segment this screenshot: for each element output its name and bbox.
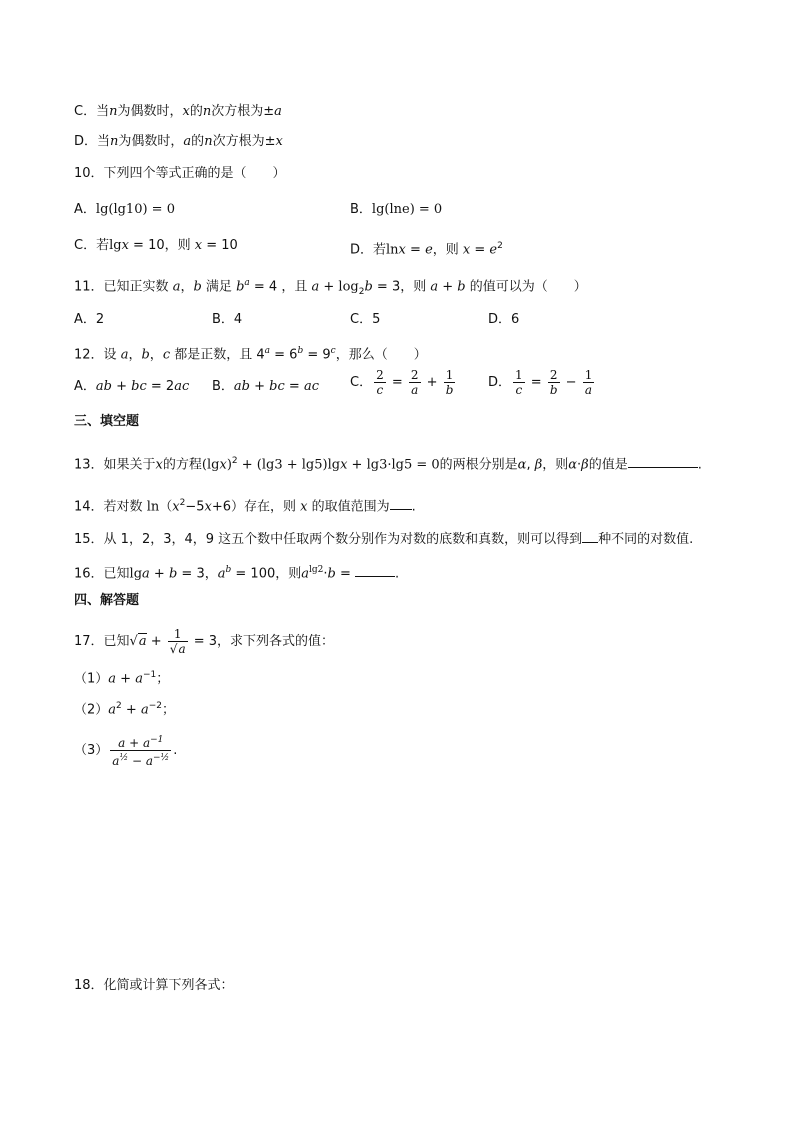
q13: 13．如果关于x的方程$(\lg x)^2 + (\lg 3 + \lg 5)\lg x + \lg 3\cdot\lg 5 = 0$的两根分别是α, β，则α·β的值是 .	[74, 456, 702, 473]
q11-option-b: B．4	[212, 312, 243, 327]
q10-option-c: C．若lgx = 10，则 x = 10	[74, 238, 238, 253]
q12-option-a: A．ab + bc = 2ac	[74, 379, 190, 394]
q9-option-d-text: D．当n为偶数时，a的n次方根为±x	[74, 134, 283, 149]
q9-option-c	[74, 103, 282, 121]
q11-stem: 11．已知正实数 a，b 满足 $b^a = 4$ ，且 $a + \log_2b = 3$，则 a + b 的值可以为（ ）	[74, 278, 587, 297]
q9-option-c-text: C．当n为偶数时，x的n次方根为±a	[74, 104, 282, 119]
q17-part2: $(2)a^2 + a^{-2}$；	[74, 701, 176, 718]
q10-stem: 10．下列四个等式正确的是（ ）	[74, 166, 286, 181]
q15: 15．从 1，2，3，4，9 这五个数中任取两个数分别作为对数的底数和真数，则可以得到 种不同的对数值.	[74, 532, 694, 547]
q10-option-a: A．lg(lg10) = 0	[74, 202, 175, 217]
q17-part1: $(1)a + a^{-1}$；	[74, 670, 170, 687]
q12-option-b: B．ab + bc = ac	[212, 379, 319, 394]
q17-part3: （3） $\frac{a + a^{-1}}{a^{\frac{1}{2}} - a^{-\frac{1}{2}}}$ .	[74, 735, 178, 768]
q18-stem: 18．化简或计算下列各式：	[74, 978, 234, 993]
q12-stem: 12．设 a，b，c 都是正数，且 $4^a = 6^b = 9^c$，那么（ ）	[74, 346, 427, 363]
q9-option-d	[74, 133, 283, 151]
q14: 14．若对数 $\ln(x^2-5x+6)$存在，则 x 的取值范围为 .	[74, 498, 416, 515]
q11-option-a: A．2	[74, 312, 105, 327]
q10-option-b: B．lg(lne) = 0	[350, 202, 443, 217]
q12-option-c: C． $\frac{2}{c}$ = $\frac{2}{a}$ + $\frac{1}{b}$	[350, 368, 454, 397]
q10-option-d: D．若lnx = e，则 $x = e^2$	[350, 241, 503, 258]
q11-option-c: C．5	[350, 312, 381, 327]
section-fill-in-heading: 三、填空题	[74, 414, 140, 429]
q16: 16．已知lga + b = 3，$a^b = 100$，则$a^{lg2}\cdot b$ = .	[74, 565, 400, 582]
q11-option-d: D．6	[488, 312, 520, 327]
section-answer-heading: 四、解答题	[74, 593, 140, 608]
q12-option-d: D． $\frac{1}{c}$ = $\frac{2}{b}$ − $\frac{1}{a}$	[488, 368, 593, 397]
q17-stem: 17．已知√a + $\frac{1}{√a}$ = 3，求下列各式的值：	[74, 627, 335, 656]
